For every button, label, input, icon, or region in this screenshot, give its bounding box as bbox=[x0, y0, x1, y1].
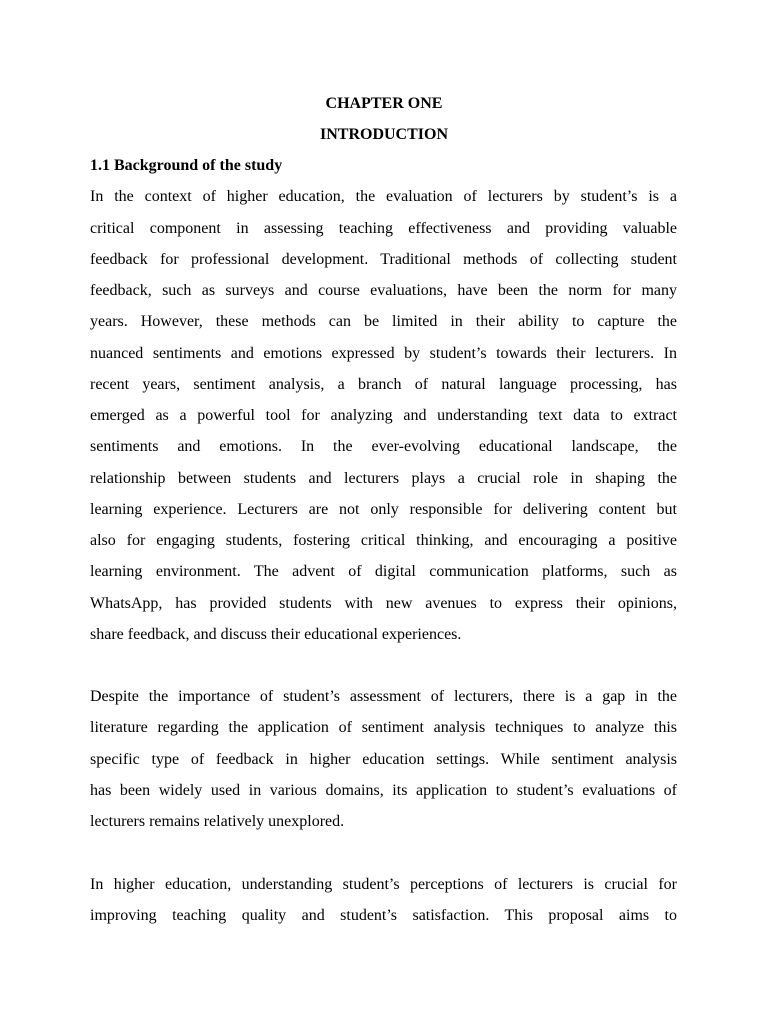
intro-heading: INTRODUCTION bbox=[319, 126, 448, 143]
paragraph-1-line: feedback, such as surveys and course evaluations, have been the norm for many bbox=[90, 282, 677, 299]
paragraph-1-line: feedback for professional development. Traditional methods of collecting student bbox=[90, 251, 677, 268]
paragraph-1-line: also for engaging students, fostering critical thinking, and encouraging a positive bbox=[90, 532, 677, 549]
paragraph-2-line: literature regarding the application of sentiment analysis techniques to analyze this bbox=[90, 719, 677, 736]
paragraph-1-line: learning experience. Lecturers are not only responsible for delivering content but bbox=[90, 501, 677, 518]
paragraph-2-line: lecturers remains relatively unexplored. bbox=[90, 813, 345, 830]
paragraph-1-line: WhatsApp, has provided students with new avenues to express their opinions, bbox=[90, 595, 677, 612]
paragraph-1-line: recent years, sentiment analysis, a branch of natural language processing, has bbox=[90, 376, 677, 393]
paragraph-1-line: sentiments and emotions. In the ever-evolving educational landscape, the bbox=[90, 438, 677, 455]
paragraph-1-line: critical component in assessing teaching effectiveness and providing valuable bbox=[90, 220, 677, 237]
paragraph-1-line: In the context of higher education, the evaluation of lecturers by student’s is a bbox=[90, 188, 677, 205]
paragraph-2-line: specific type of feedback in higher education settings. While sentiment analysis bbox=[90, 751, 677, 768]
chapter-heading: CHAPTER ONE bbox=[325, 95, 443, 112]
paragraph-1-line: years. However, these methods can be limited in their ability to capture the bbox=[90, 313, 677, 330]
section-title: 1.1 Background of the study bbox=[90, 157, 283, 174]
paragraph-1-line: nuanced sentiments and emotions expressed by student’s towards their lecturers. In bbox=[90, 345, 677, 362]
paragraph-1-line: share feedback, and discuss their educational experiences. bbox=[90, 626, 462, 643]
paragraph-2-line: has been widely used in various domains, its application to student’s evaluations of bbox=[90, 782, 677, 799]
paragraph-1-line: emerged as a powerful tool for analyzing and understanding text data to extract bbox=[90, 407, 677, 424]
paragraph-1-line: learning environment. The advent of digital communication platforms, such as bbox=[90, 563, 677, 580]
paragraph-3-line: improving teaching quality and student’s satisfaction. This proposal aims to bbox=[90, 907, 677, 924]
paragraph-2-line: Despite the importance of student’s assessment of lecturers, there is a gap in the bbox=[90, 688, 677, 705]
paragraph-3-line: In higher education, understanding student’s perceptions of lecturers is crucial for bbox=[90, 876, 677, 893]
paragraph-1-line: relationship between students and lecturers plays a crucial role in shaping the bbox=[90, 470, 677, 487]
